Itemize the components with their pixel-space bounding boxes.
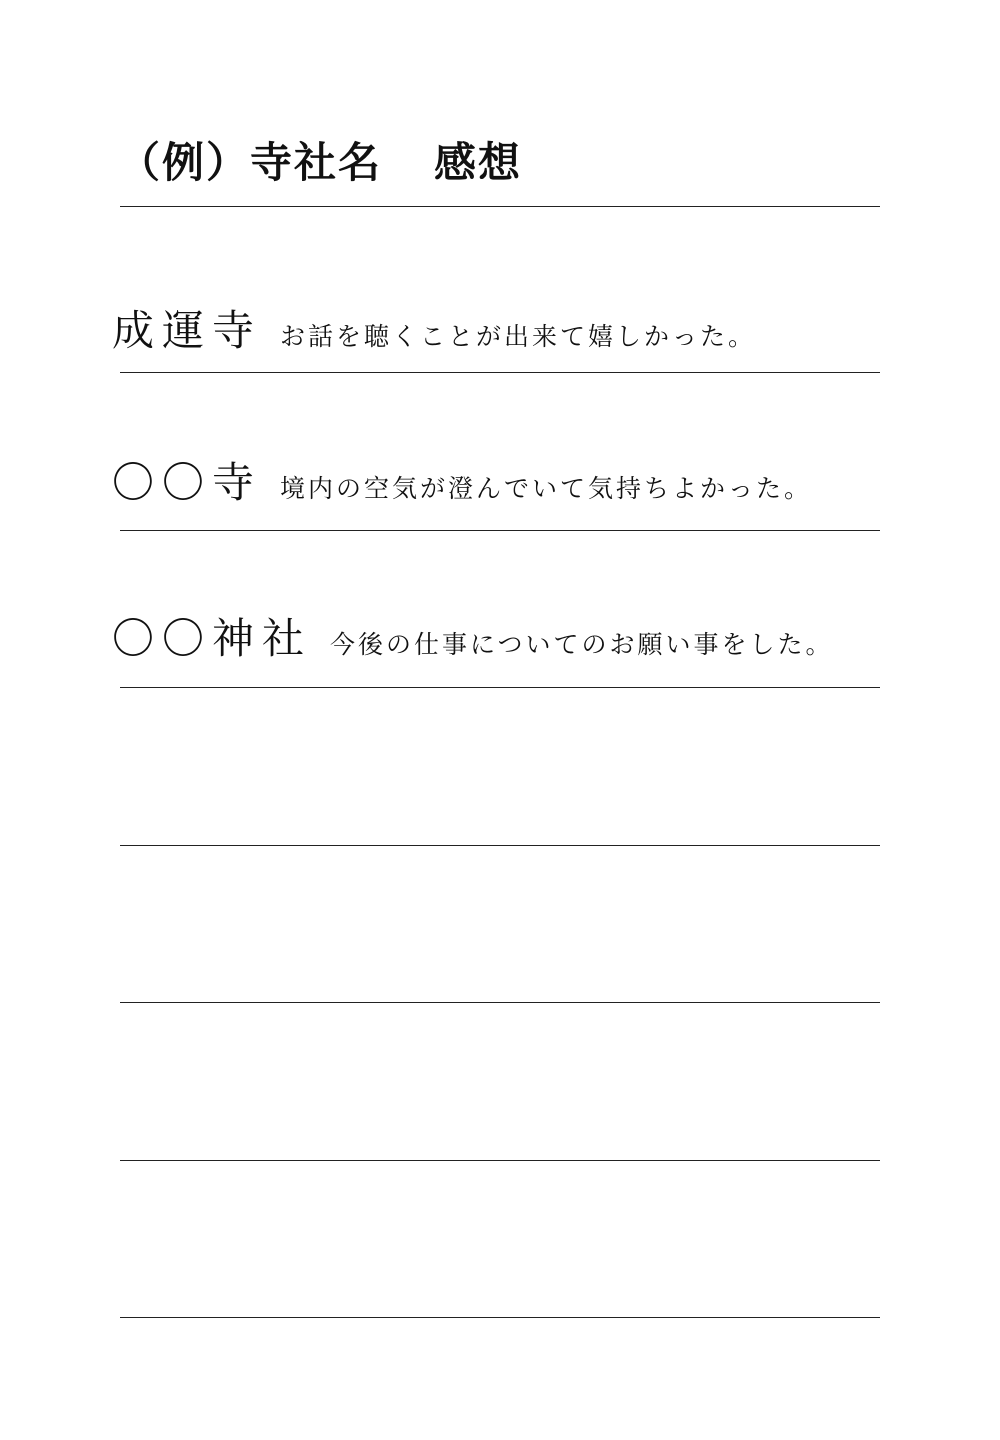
column-label-shrine-name: （例）寺社名 xyxy=(118,138,383,187)
column-label-impression: 感想 xyxy=(434,138,523,187)
writing-line xyxy=(120,1002,880,1003)
writing-line xyxy=(120,1317,880,1318)
entry-row xyxy=(112,450,812,510)
impression-text: お話を聴くことが出来て嬉しかった。 xyxy=(280,322,757,351)
header-underline xyxy=(120,206,880,207)
shrine-name: 〇〇神社 xyxy=(112,614,313,663)
entry-row xyxy=(112,606,834,666)
shrine-name: 〇〇寺 xyxy=(112,458,263,507)
writing-line xyxy=(120,845,880,846)
impression-text: 境内の空気が澄んでいて気持ちよかった。 xyxy=(280,474,813,503)
shrine-name: 成運寺 xyxy=(112,306,263,355)
writing-line xyxy=(120,687,880,688)
entry-row xyxy=(112,298,756,358)
writing-line xyxy=(120,1160,880,1161)
writing-line xyxy=(120,530,880,531)
writing-line xyxy=(120,372,880,373)
impression-text: 今後の仕事についてのお願い事をした。 xyxy=(330,630,834,659)
header-row xyxy=(118,134,522,186)
